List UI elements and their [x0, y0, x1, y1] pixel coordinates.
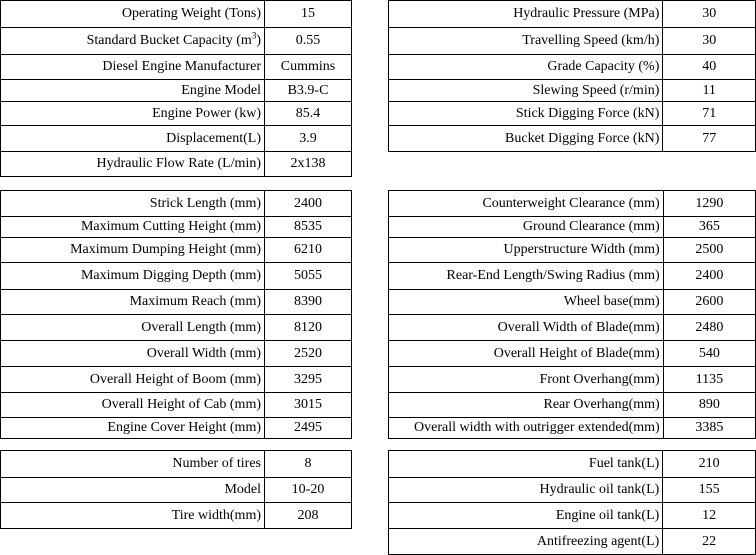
spec-row — [389, 80, 756, 102]
spec-row — [389, 191, 756, 217]
spec-value: 12 — [663, 503, 756, 529]
spec-value: 3385 — [663, 418, 755, 439]
spec-value: 3295 — [265, 367, 352, 393]
spec-row — [389, 503, 756, 529]
spec-value: 2500 — [663, 238, 755, 263]
spec-label: Hydraulic Pressure (MPa) — [389, 1, 663, 28]
spec-row — [1, 290, 352, 315]
spec-value: Cummins — [265, 55, 352, 80]
spec-value: 1290 — [663, 191, 755, 217]
spec-value: 155 — [663, 478, 756, 503]
spec-value: 8120 — [265, 315, 352, 341]
spec-value: 10-20 — [265, 478, 352, 503]
spec-value: 3.9 — [265, 126, 352, 152]
spec-row — [1, 451, 352, 478]
spec-value: 3015 — [265, 393, 352, 418]
spec-row — [389, 451, 756, 478]
spec-label: Operating Weight (Tons) — [1, 1, 265, 28]
spec-value: 2x138 — [265, 152, 352, 177]
spec-value: 2600 — [663, 290, 755, 315]
spec-value: 8535 — [265, 217, 352, 238]
spec-label: Engine oil tank(L) — [389, 503, 663, 529]
spec-row — [389, 217, 756, 238]
spec-label: Maximum Reach (mm) — [1, 290, 265, 315]
spec-value: B3.9-C — [265, 80, 352, 102]
spec-label: Engine Cover Height (mm) — [1, 418, 265, 439]
spec-label: Diesel Engine Manufacturer — [1, 55, 265, 80]
spec-label: Ground Clearance (mm) — [389, 217, 664, 238]
spec-value: 30 — [663, 28, 756, 55]
spec-label: Number of tires — [1, 451, 265, 478]
spec-label: Displacement(L) — [1, 126, 265, 152]
spec-row — [1, 315, 352, 341]
spec-row — [1, 80, 352, 102]
spec-row — [1, 263, 352, 290]
spec-label: Wheel base(mm) — [389, 290, 664, 315]
spec-label: Upperstructure Width (mm) — [389, 238, 664, 263]
spec-row — [389, 1, 756, 28]
spec-value: 2480 — [663, 315, 755, 341]
section1-right-table — [388, 0, 756, 152]
spec-label: Maximum Digging Depth (mm) — [1, 263, 265, 290]
spec-row — [1, 478, 352, 503]
spec-value: 77 — [663, 126, 756, 152]
spec-label: Rear-End Length/Swing Radius (mm) — [389, 263, 664, 290]
spec-row — [1, 238, 352, 263]
spec-row — [389, 263, 756, 290]
spec-row — [1, 418, 352, 439]
spec-row — [389, 478, 756, 503]
spec-row — [389, 28, 756, 55]
section3-right-table — [388, 450, 756, 555]
spec-value: 2400 — [265, 191, 352, 217]
section2-right-table — [388, 190, 756, 439]
spec-label: Overall Width (mm) — [1, 341, 265, 367]
spec-value: 30 — [663, 1, 756, 28]
spec-label: Standard Bucket Capacity $(m^3)$ — [1, 28, 265, 55]
spec-label: Hydraulic oil tank(L) — [389, 478, 663, 503]
spec-label: Slewing Speed (r/min) — [389, 80, 663, 102]
spec-label: Counterweight Clearance (mm) — [389, 191, 664, 217]
spec-row — [389, 315, 756, 341]
spec-row — [1, 1, 352, 28]
spec-label: Overall Length (mm) — [1, 315, 265, 341]
spec-value: 11 — [663, 80, 756, 102]
spec-label: Engine Power (kw) — [1, 102, 265, 126]
spec-value: 5055 — [265, 263, 352, 290]
spec-label: Travelling Speed (km/h) — [389, 28, 663, 55]
spec-label: Rear Overhang(mm) — [389, 393, 664, 418]
spec-value: 2495 — [265, 418, 352, 439]
spec-row — [1, 55, 352, 80]
spec-row — [389, 102, 756, 126]
spec-value: 208 — [265, 503, 352, 529]
spec-label: Antifreezing agent(L) — [389, 529, 663, 555]
spec-row — [389, 529, 756, 555]
spec-label: Tire width(mm) — [1, 503, 265, 529]
spec-row — [389, 418, 756, 439]
spec-row — [1, 503, 352, 529]
spec-value: 0.55 — [265, 28, 352, 55]
spec-value: 1135 — [663, 367, 755, 393]
spec-value: 2520 — [265, 341, 352, 367]
spec-label: Overall Height of Boom (mm) — [1, 367, 265, 393]
spec-label: Model — [1, 478, 265, 503]
spec-row — [389, 290, 756, 315]
spec-row — [1, 367, 352, 393]
spec-value: 540 — [663, 341, 755, 367]
spec-label: Bucket Digging Force (kN) — [389, 126, 663, 152]
spec-label: Stick Digging Force (kN) — [389, 102, 663, 126]
spec-label: Overall Height of Cab (mm) — [1, 393, 265, 418]
spec-label: Overall Height of Blade(mm) — [389, 341, 664, 367]
spec-value: 210 — [663, 451, 756, 478]
spec-value: 40 — [663, 55, 756, 80]
section1-left-table — [0, 0, 352, 177]
spec-row — [1, 152, 352, 177]
spec-value: 2400 — [663, 263, 755, 290]
spec-label: Maximum Cutting Height (mm) — [1, 217, 265, 238]
spec-row — [1, 126, 352, 152]
section3-left-table — [0, 450, 352, 529]
spec-row — [1, 217, 352, 238]
spec-label: Engine Model — [1, 80, 265, 102]
superscript: 3 — [251, 30, 257, 41]
spec-value: 365 — [663, 217, 755, 238]
spec-label: Grade Capacity (%) — [389, 55, 663, 80]
spec-row — [389, 367, 756, 393]
spec-label: Maximum Dumping Height (mm) — [1, 238, 265, 263]
spec-row — [1, 102, 352, 126]
spec-value: 71 — [663, 102, 756, 126]
spec-label: Strick Length (mm) — [1, 191, 265, 217]
spec-value: 22 — [663, 529, 756, 555]
spec-label: Front Overhang(mm) — [389, 367, 664, 393]
section2-left-table — [0, 190, 352, 439]
spec-value: 85.4 — [265, 102, 352, 126]
spec-value: 890 — [663, 393, 755, 418]
spec-row — [389, 55, 756, 80]
spec-value: 8390 — [265, 290, 352, 315]
spec-row — [389, 393, 756, 418]
spec-value: 6210 — [265, 238, 352, 263]
spec-label: Hydraulic Flow Rate (L/min) — [1, 152, 265, 177]
spec-row — [389, 238, 756, 263]
spec-value: 8 — [265, 451, 352, 478]
spec-value: 15 — [265, 1, 352, 28]
spec-row — [1, 28, 352, 55]
spec-row — [389, 341, 756, 367]
spec-row — [389, 126, 756, 152]
spec-label: Fuel tank(L) — [389, 451, 663, 478]
spec-label: Overall Width of Blade(mm) — [389, 315, 664, 341]
spec-row — [1, 393, 352, 418]
spec-row — [1, 341, 352, 367]
spec-label: Overall width with outrigger extended(mm) — [389, 418, 664, 439]
spec-row — [1, 191, 352, 217]
